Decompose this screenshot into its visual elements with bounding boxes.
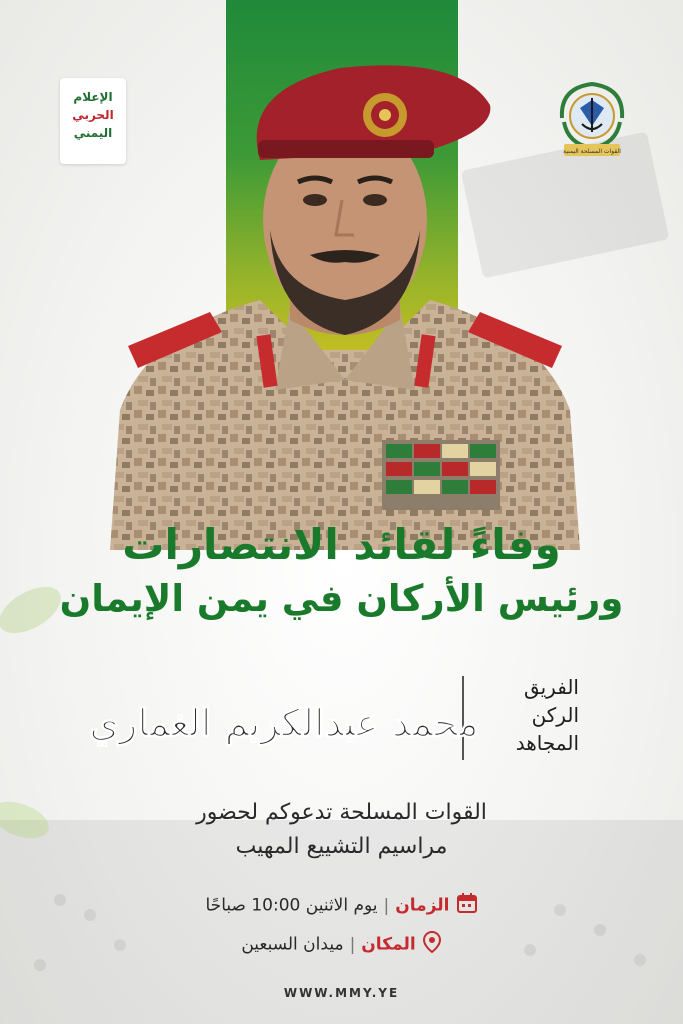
website-url: WWW.MMY.YE <box>283 986 400 1000</box>
ribbons <box>382 440 500 510</box>
armed-forces-emblem <box>552 78 632 162</box>
calendar-icon <box>456 892 478 919</box>
time-label: الزمان <box>395 895 450 916</box>
place-separator: | <box>349 934 356 955</box>
rank-line2: الركن <box>531 703 579 727</box>
place-row <box>0 930 683 959</box>
logo-left-line2: الحربي <box>72 108 114 122</box>
officer-portrait <box>110 50 580 550</box>
headline-line1: وفاءً لقائد الانتصارات <box>122 520 561 569</box>
rank-line1: الفريق <box>523 675 579 699</box>
time-value: يوم الاثنين 10:00 صباحًا <box>205 895 378 916</box>
military-media-logo <box>60 78 126 164</box>
rank-line3: المجاهد <box>515 731 579 755</box>
headline <box>0 518 683 624</box>
place-label: المكان <box>361 934 416 955</box>
officer-name: محمد عبدالكريم الغماري <box>89 700 479 745</box>
headline-line2: ورئيس الأركان في يمن الإيمان <box>59 577 624 620</box>
invitation <box>0 796 683 864</box>
name-calligraphy <box>89 664 479 774</box>
logo-left-line1: الإعلام <box>73 90 113 104</box>
invite-line2: مراسيم التشييع المهيب <box>235 834 448 859</box>
place-value: ميدان السبعين <box>241 934 344 955</box>
emblem-caption: القوات المسلحة اليمنية <box>563 148 621 155</box>
time-row <box>0 892 683 919</box>
time-separator: | <box>383 895 390 916</box>
location-pin-icon <box>422 930 442 959</box>
invite-line1: القوات المسلحة تدعوكم لحضور <box>196 800 487 825</box>
logo-left-line3: اليمني <box>73 126 113 140</box>
